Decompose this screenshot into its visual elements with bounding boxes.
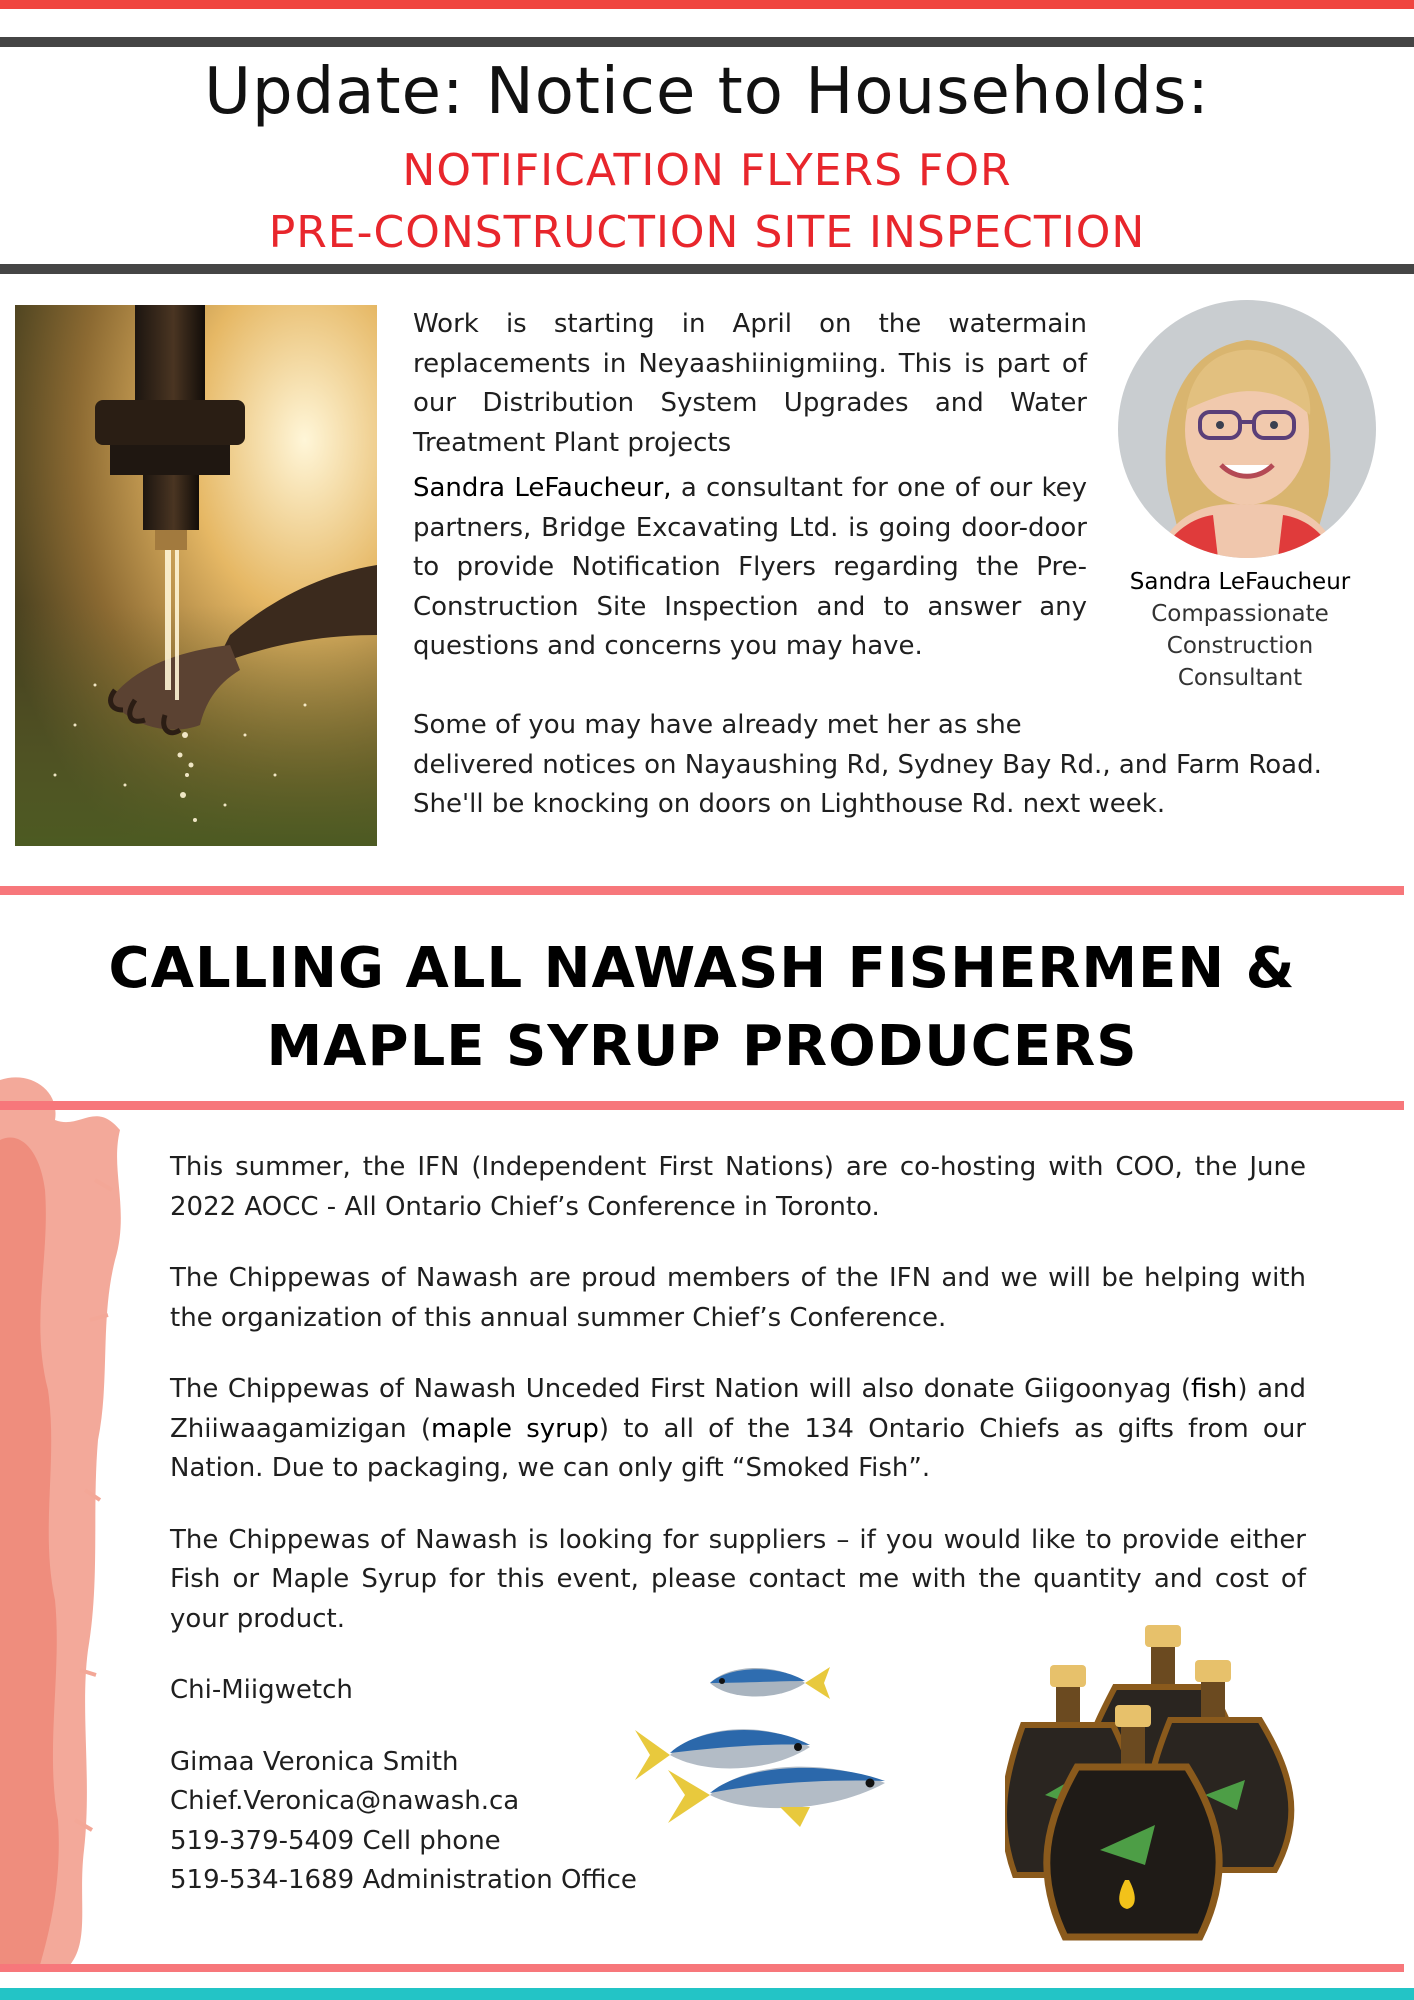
page-subtitle: [0, 140, 1414, 264]
subtitle-line-2: PRE-CONSTRUCTION SITE INSPECTION: [268, 207, 1146, 258]
fish-icon: [668, 1767, 885, 1827]
section-divider: [0, 1101, 1404, 1110]
page-title: Update: Notice to Households:: [204, 55, 1210, 129]
callout-heading-line-2: MAPLE SYRUP PRODUCERS: [266, 1014, 1138, 1079]
notice-paragraph-3: [413, 706, 1393, 825]
notice-line: delivered notices on Nayaushing Rd, Sydney Bay Rd., and Farm Road.: [413, 749, 1322, 780]
consultant-name: Sandra LeFaucheur,: [413, 473, 672, 503]
consultant-portrait: [1118, 300, 1376, 558]
fish-term: fish: [1191, 1374, 1238, 1404]
contact-office-phone[interactable]: 519-534-1689 Administration Office: [170, 1865, 637, 1895]
callout-heading: [0, 930, 1404, 1086]
portrait-role: Consultant: [1177, 665, 1303, 691]
portrait-role: Construction: [1166, 633, 1314, 659]
maple-syrup-term: maple syrup: [431, 1413, 599, 1444]
notice-paragraph-2: [413, 469, 1087, 667]
footer-pink-rule: [0, 1964, 1404, 1972]
contact-email[interactable]: Chief.Veronica@nawash.ca: [170, 1786, 520, 1816]
notice-paragraph-2-text: a consultant for one of our key partners, Bridge Excavating Ltd. is going door-door to provide Notification Flyers regarding the Pre-Construction Site Inspection and to answer any questions and concerns you may have.: [413, 473, 1088, 661]
letter-paragraph-1: This summer, the IFN (Independent First Nations) are co-hosting with COO, the June 2022 AOCC - All Ontario Chief’s Conference in Toronto.: [170, 1152, 1306, 1222]
section-divider: [0, 886, 1404, 895]
letter-paragraph-2: The Chippewas of Nawash are proud members of the IFN and we will be helping with the organization of this annual summer Chief’s Conference.: [170, 1263, 1306, 1333]
maple-syrup-illustration: [1005, 1625, 1315, 1945]
letter-text: ) and Zhiiwaagamizigan (: [170, 1374, 1306, 1444]
notice-line: Some of you may have already met her as she: [413, 710, 1022, 740]
fish-illustration: [630, 1655, 930, 1830]
letter-paragraph-4: The Chippewas of Nawash is looking for suppliers – if you would like to provide either Fish or Maple Syrup for this event, please contact me with the quantity and cost of your product.: [170, 1524, 1306, 1634]
portrait-role: Compassionate: [1151, 601, 1329, 627]
notice-line: She'll be knocking on doors on Lighthouse Rd. next week.: [413, 789, 1166, 819]
watercolor-splash: [0, 1060, 140, 1970]
top-red-rule: [0, 0, 1414, 9]
water-tap-photo: [15, 305, 377, 846]
fish-icon: [710, 1667, 830, 1699]
header-divider: [0, 264, 1414, 274]
top-dark-rule: [0, 37, 1414, 47]
signer-name: Gimaa Veronica Smith: [170, 1746, 459, 1777]
notice-body: [413, 305, 1087, 673]
closing: Chi-Miigwetch: [170, 1675, 353, 1705]
letter-text: The Chippewas of Nawash Unceded First Nation will also donate Giigoonyag (: [170, 1374, 1191, 1404]
portrait-name: Sandra LeFaucheur: [1129, 569, 1351, 595]
letter-paragraph-3: [170, 1370, 1306, 1489]
portrait-caption: [1110, 566, 1370, 694]
notice-paragraph-1: Work is starting in April on the watermain replacements in Neyaashiinigmiing. This is part of our Distribution System Upgrades and Water Treatment Plant projects: [413, 309, 1087, 458]
contact-cell-phone[interactable]: 519-379-5409 Cell phone: [170, 1825, 501, 1856]
subtitle-line-1: NOTIFICATION FLYERS FOR: [402, 145, 1012, 196]
footer-teal-rule: [0, 1988, 1414, 2000]
letter-text: ) to all of the 134 Ontario Chiefs as gifts from our Nation. Due to packaging, we can only gift “Smoked Fish”.: [170, 1413, 1306, 1483]
callout-heading-line-1: CALLING ALL NAWASH FISHERMEN &: [108, 936, 1296, 1001]
